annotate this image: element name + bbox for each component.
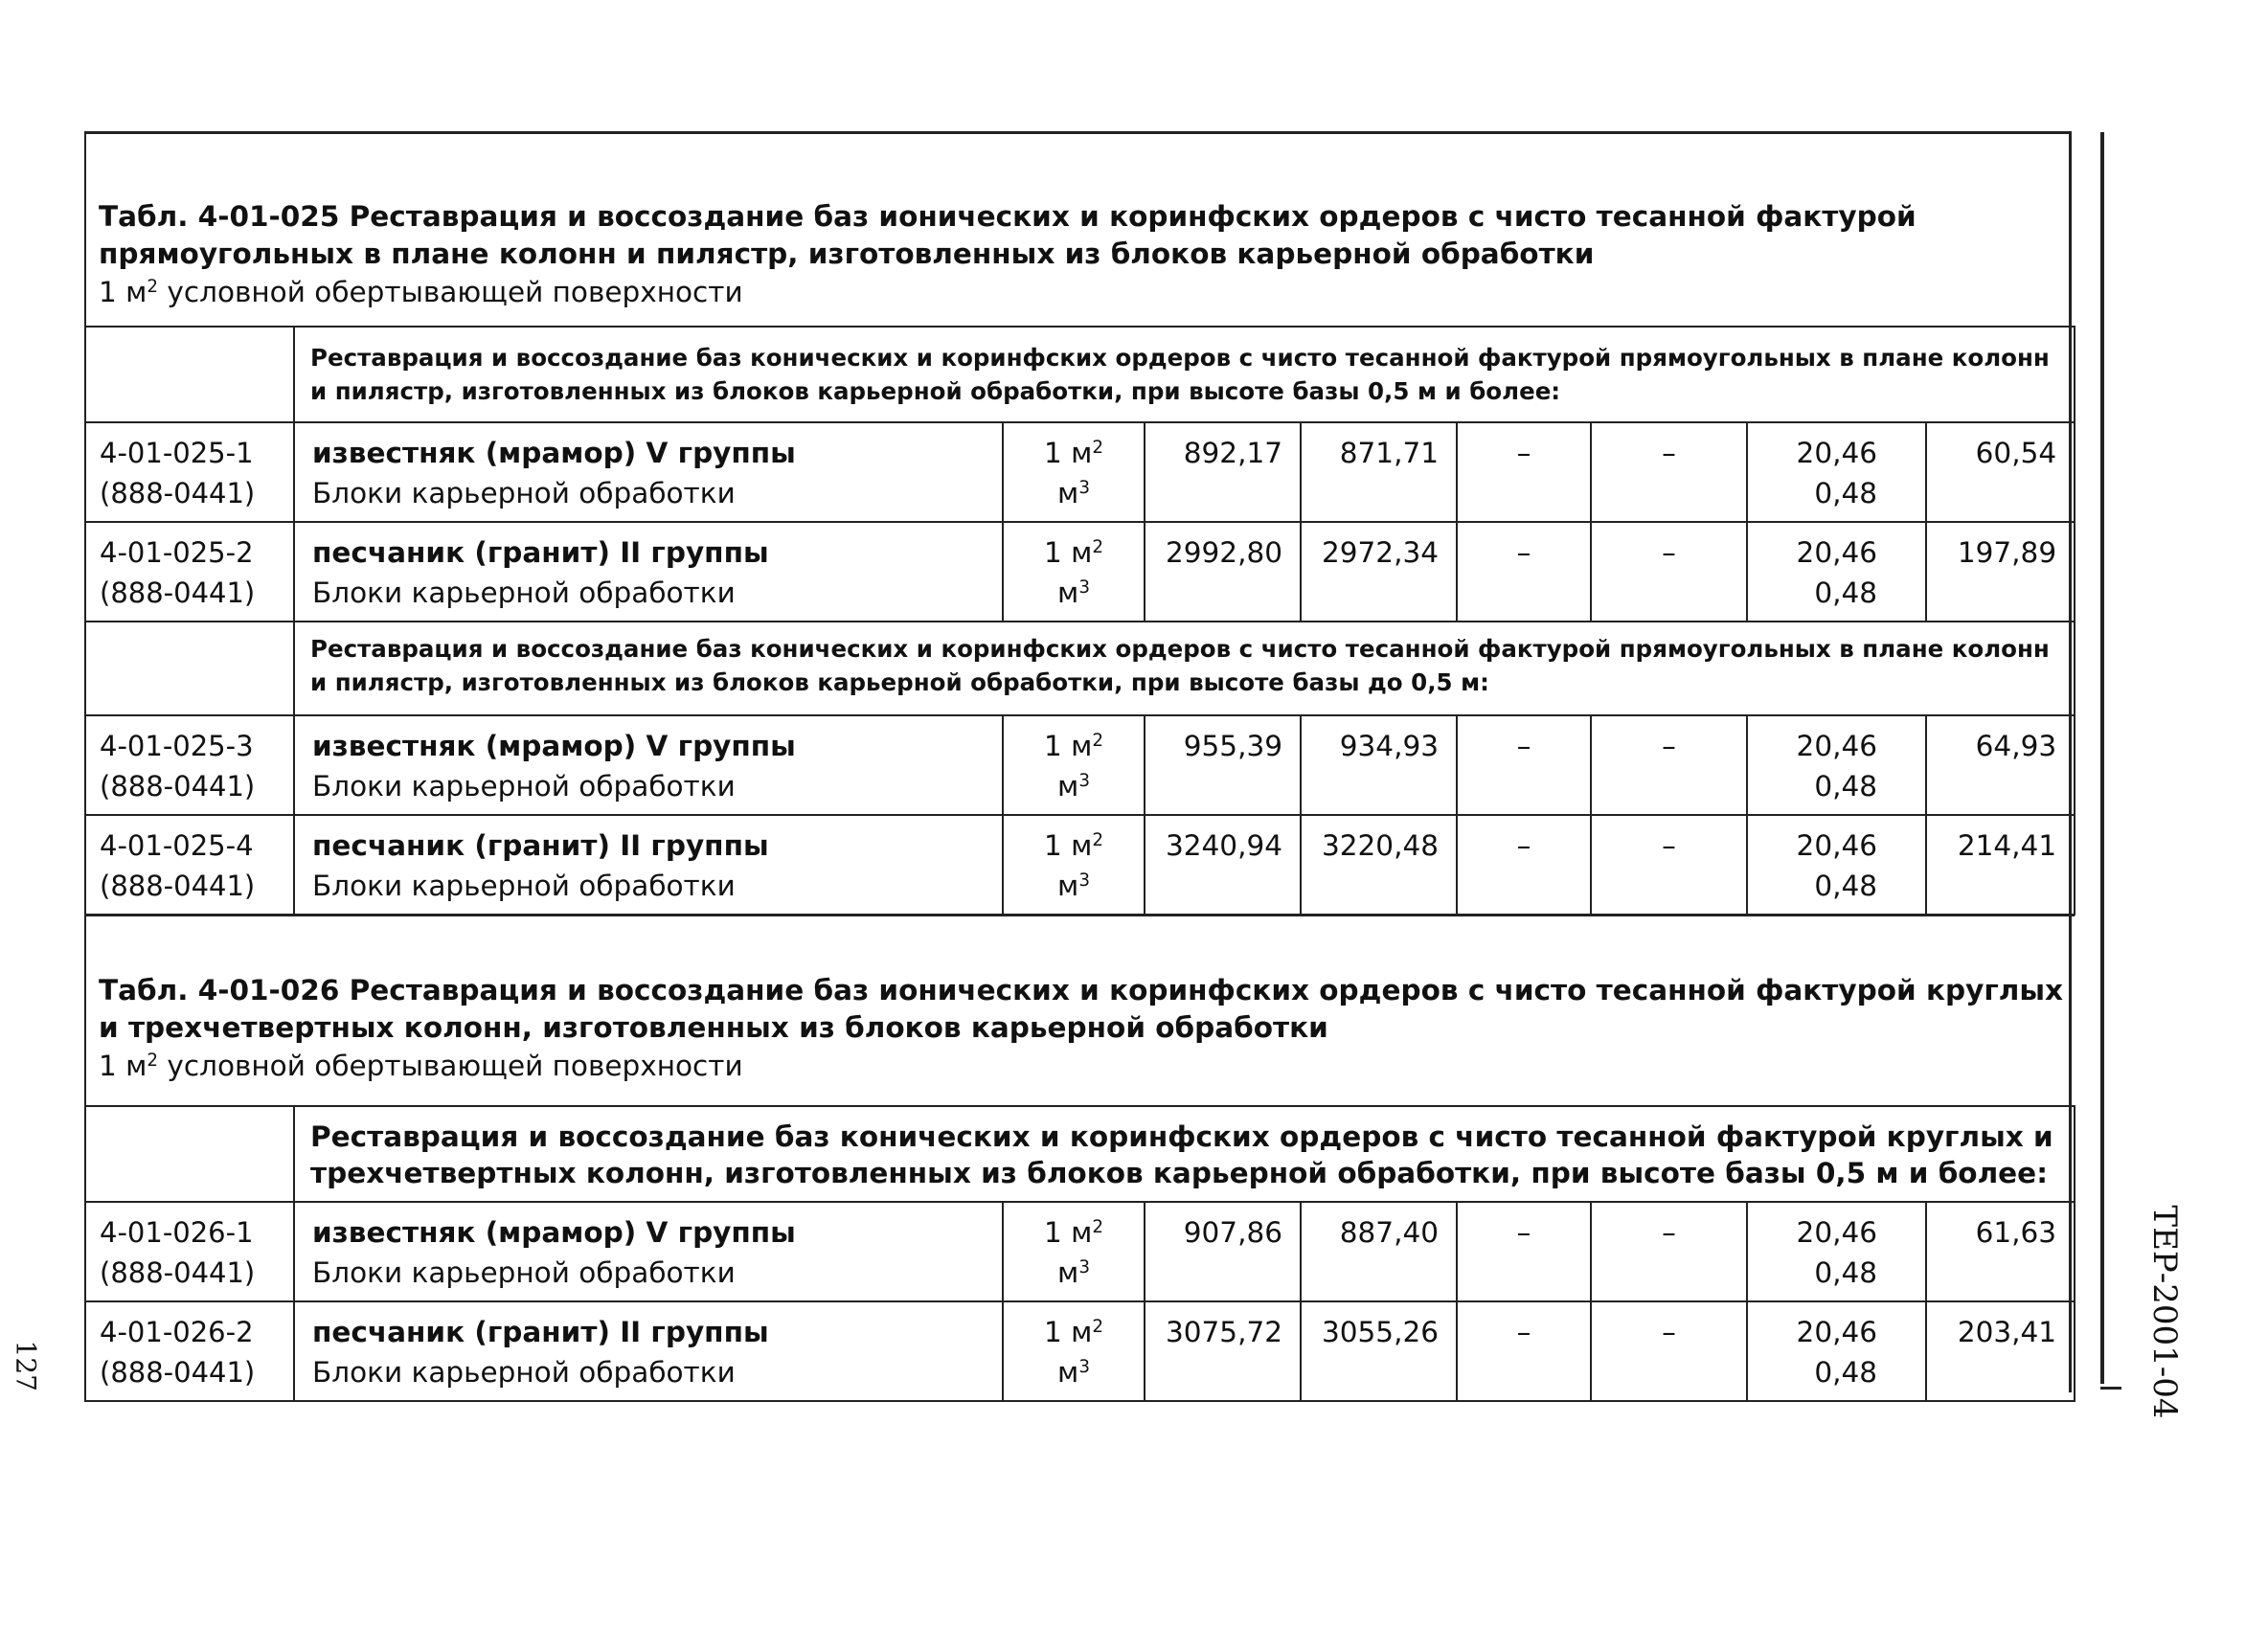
code-cell: 4-01-025-1 (888-0441) — [85, 422, 294, 522]
unit-cell: 1 $м^2$ $м^3$ — [1003, 422, 1145, 522]
code-cell: 4-01-026-1 (888-0441) — [85, 1202, 294, 1301]
wages-cell: 2972,34 — [1301, 522, 1457, 622]
dash-cell: – — [1591, 522, 1747, 622]
unit-cell: 1 $м^2$ $м^3$ — [1003, 715, 1145, 815]
name-cell: песчаник (гранит) II группы Блоки карьерной обработки — [294, 522, 1003, 622]
table-caption — [85, 131, 2075, 327]
total-cell: 955,39 — [1145, 715, 1301, 815]
code-cell: 4-01-025-2 (888-0441) — [85, 522, 294, 622]
name-cell: известняк (мрамор) V группы Блоки карьерной обработки — [294, 422, 1003, 522]
total-cell: 2992,80 — [1145, 522, 1301, 622]
last-cell: 203,41 — [1926, 1301, 2075, 1401]
code-cell: 4-01-025-4 (888-0441) — [85, 815, 294, 915]
table-row — [85, 815, 2075, 915]
unit-cell: 1 $м^2$ $м^3$ — [1003, 1301, 1145, 1401]
dash-cell: – — [1457, 522, 1591, 622]
dash-cell: – — [1457, 1202, 1591, 1301]
dash-cell: – — [1457, 422, 1591, 522]
wages-cell: 871,71 — [1301, 422, 1457, 522]
last-cell: 214,41 — [1926, 815, 2075, 915]
section-heading: Реставрация и воссоздание баз конических и коринфских ордеров с чисто тесанной фактурой прямоугольных в плане колонн и пилястр, изготовленных из блоков карьерной обработки, при высоте базы 0,5 м и более: — [294, 327, 2075, 422]
dash-cell: – — [1591, 1301, 1747, 1401]
section-row — [85, 1106, 2075, 1202]
labor-cell: 20,46 0,48 — [1747, 715, 1926, 815]
table-4-01-025 — [84, 131, 2075, 916]
total-cell: 3240,94 — [1145, 815, 1301, 915]
section-code-cell — [85, 327, 294, 422]
page-number: 127 — [10, 1340, 42, 1391]
total-cell: 907,86 — [1145, 1202, 1301, 1301]
name-cell: песчаник (гранит) II группы Блоки карьерной обработки — [294, 1301, 1003, 1401]
dash-cell: – — [1591, 1202, 1747, 1301]
labor-cell: 20,46 0,48 — [1747, 1202, 1926, 1301]
code-cell: 4-01-026-2 (888-0441) — [85, 1301, 294, 1401]
dash-cell: – — [1591, 815, 1747, 915]
dash-cell: – — [1457, 715, 1591, 815]
last-cell: 197,89 — [1926, 522, 2075, 622]
code-cell: 4-01-025-3 (888-0441) — [85, 715, 294, 815]
unit-cell: 1 $м^2$ $м^3$ — [1003, 815, 1145, 915]
labor-cell: 20,46 0,48 — [1747, 522, 1926, 622]
last-cell: 61,63 — [1926, 1202, 2075, 1301]
right-margin-line-bottom — [2100, 1387, 2121, 1390]
table-title: Табл. 4-01-026 Реставрация и воссоздание баз ионических и коринфских ордеров с чисто тесанной фактурой круглых и трехчетвертных колонн, изготовленных из блоков карьерной обработки — [99, 974, 2064, 1044]
table-4-01-026 — [84, 915, 2075, 1402]
right-margin-line — [2100, 132, 2104, 1384]
table-title: Табл. 4-01-025 Реставрация и воссоздание баз ионических и коринфских ордеров с чисто тесанной фактурой прямоугольных в плане колонн и пилястр, изготовленных из блоков карьерной обработки — [99, 200, 1916, 270]
table-row — [85, 422, 2075, 522]
section-code-cell — [85, 622, 294, 715]
table-row — [85, 715, 2075, 815]
table-row — [85, 1202, 2075, 1301]
table-caption — [85, 916, 2075, 1106]
document-code: ТЕР-2001-04 — [2145, 1205, 2184, 1419]
section-row — [85, 622, 2075, 715]
last-cell: 64,93 — [1926, 715, 2075, 815]
unit-cell: 1 $м^2$ $м^3$ — [1003, 522, 1145, 622]
wages-cell: 3055,26 — [1301, 1301, 1457, 1401]
unit-cell: 1 $м^2$ $м^3$ — [1003, 1202, 1145, 1301]
name-cell: песчаник (гранит) II группы Блоки карьерной обработки — [294, 815, 1003, 915]
wages-cell: 3220,48 — [1301, 815, 1457, 915]
table-unit: 1 $м^2$ условной обертывающей поверхности — [99, 1050, 743, 1082]
dash-cell: – — [1591, 422, 1747, 522]
labor-cell: 20,46 0,48 — [1747, 422, 1926, 522]
section-heading: Реставрация и воссоздание баз конических и коринфских ордеров с чисто тесанной фактурой прямоугольных в плане колонн и пилястр, изготовленных из блоков карьерной обработки, при высоте базы до 0,5 м: — [294, 622, 2075, 715]
name-cell: известняк (мрамор) V группы Блоки карьерной обработки — [294, 1202, 1003, 1301]
dash-cell: – — [1591, 715, 1747, 815]
table-row — [85, 1301, 2075, 1401]
labor-cell: 20,46 0,48 — [1747, 815, 1926, 915]
total-cell: 892,17 — [1145, 422, 1301, 522]
wages-cell: 934,93 — [1301, 715, 1457, 815]
table-unit: 1 $м^2$ условной обертывающей поверхности — [99, 276, 743, 308]
section-code-cell — [85, 1106, 294, 1202]
dash-cell: – — [1457, 1301, 1591, 1401]
dash-cell: – — [1457, 815, 1591, 915]
section-heading: Реставрация и воссоздание баз конических и коринфских ордеров с чисто тесанной фактурой круглых и трехчетвертных колонн, изготовленных из блоков карьерной обработки, при высоте базы 0,5 м и более: — [294, 1106, 2075, 1202]
section-row — [85, 327, 2075, 422]
last-cell: 60,54 — [1926, 422, 2075, 522]
table-row — [85, 522, 2075, 622]
labor-cell: 20,46 0,48 — [1747, 1301, 1926, 1401]
name-cell: известняк (мрамор) V группы Блоки карьерной обработки — [294, 715, 1003, 815]
total-cell: 3075,72 — [1145, 1301, 1301, 1401]
wages-cell: 887,40 — [1301, 1202, 1457, 1301]
